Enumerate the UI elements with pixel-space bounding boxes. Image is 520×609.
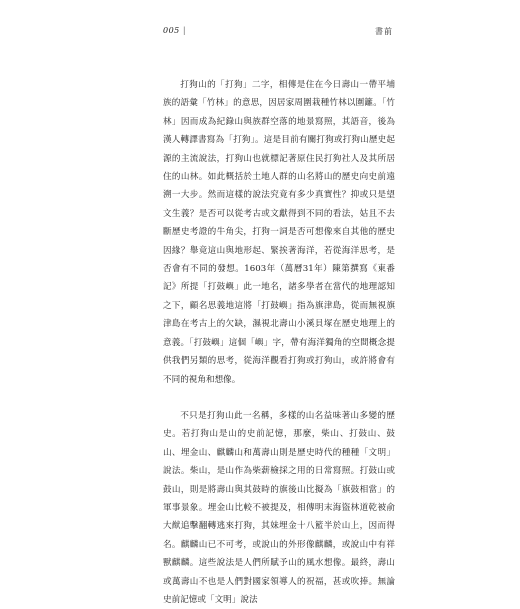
paragraph-1: 打狗山的「打狗」二字，相傳是住在今日壽山一帶平埔族的語彙「竹林」的意思，因居家周圍栽種竹林以圍籬。「竹林」因而成為紀錄山與族群空落的地景寫照，其語音，後為漢人轉譯書寫為「打狗」。這是目前有關打狗或打狗山歷史起源的主流說法，打狗山也就標記著原住民打狗社人及其所居住的山林。如此概括於土地人群的山名將山的歷史向史前遠溯一大步。然而這樣的說法究竟有多少真實性？抑或只是望文生義？是否可以從考古或文獻得到不同的看法，姑且不去斷歷史考證的牛角尖，打狗一詞是否可想像來自其他的歷史因緣？舉竟這山與地形起、緊挨著海洋，若從海洋思考，是否會有不同的發想。1603年（萬曆31年）陳第撰寫《東番記》所提「打鼓嶼」此一地名，諸多學者在當代的地理認知之下，顧名思義地這將「打鼓嶼」指為旗津島，從而無視旗津島在考古上的欠缺，濕視北壽山小溪貝塚在歷史地理上的意義。「打鼓嶼」這個「嶼」字，帶有海洋獨角的空間概念提供我們另類的思考，從海洋觀看打狗或打狗山，或許將會有不同的視角和想像。 <box>163 80 395 385</box>
page-number: 005 | <box>163 26 186 35</box>
running-head: 書前 <box>375 27 393 36</box>
body-text <box>163 76 395 609</box>
page-header <box>163 26 393 40</box>
paragraph-2: 不只是打狗山此一名稱，多樣的山名益味著山多變的歷史。若打狗山是山的史前記憶，那麼，柴山、打鼓山、鼓山、埋金山、麒麟山和萬壽山則是歷史時代的種種「文明」說法。柴山，是山作為柴薪檢採之用的日常寫照。打鼓山或鼓山，則是將壽山與其鼓時的旗後山比擬為「旗鼓相當」的軍事景象。埋金山比較不被提及，相傳明末海盜林道乾被俞大猷追擊翻轉逃來打狗，其妹埋金十八籃半於山上，因而得名。麒麟山已不可考，或說山的外形像麒麟，或說山中有祥獸麒麟。這些說法是人們所賦予山的風水想像。最終，壽山或萬壽山不也是人們對國家領導人的祝福，甚或吹捧。無論史前記憶或「文明」說法 <box>163 410 395 605</box>
